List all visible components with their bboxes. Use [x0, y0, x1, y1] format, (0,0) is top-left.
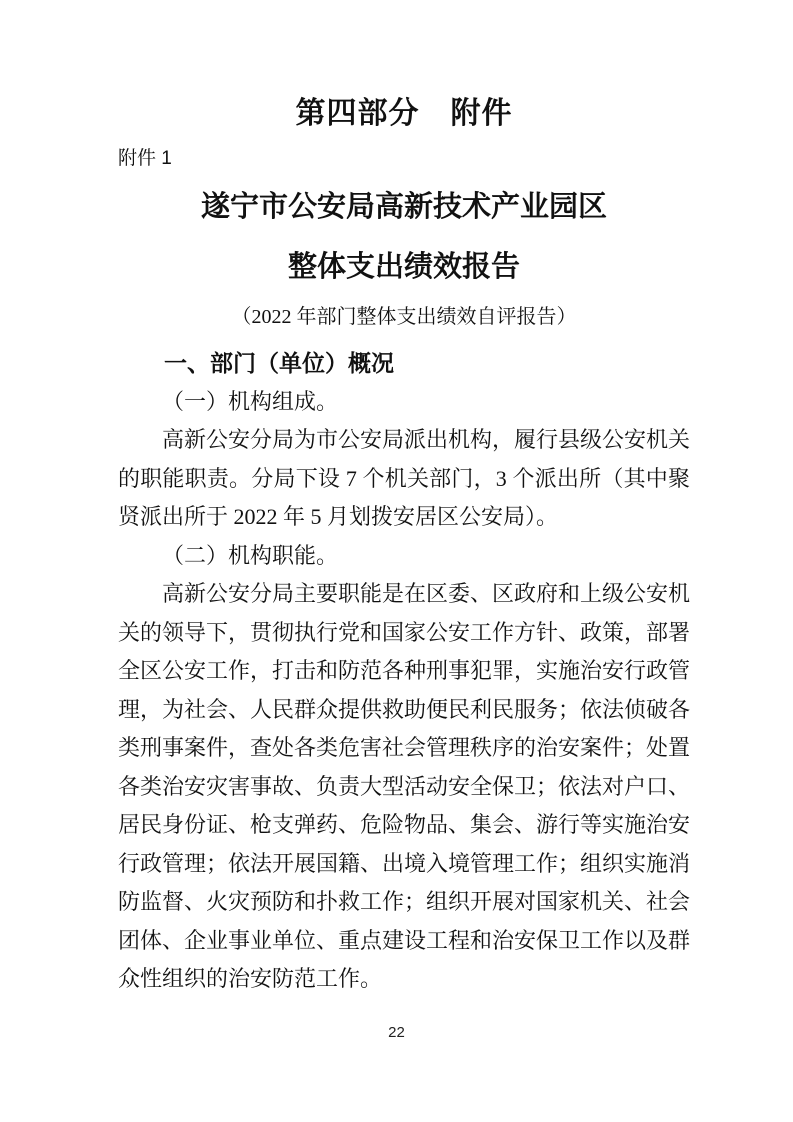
- part-heading: 第四部分 附件: [295, 97, 513, 130]
- report-title-line1: 遂宁市公安局高新技术产业园区: [200, 191, 607, 223]
- report-subtitle: （2022 年部门整体支出绩效自评报告）: [231, 306, 577, 328]
- page-number: 22: [388, 1024, 405, 1041]
- section-heading-department-overview: 一、部门（单位）概况: [164, 350, 394, 376]
- paragraph-organization: 高新公安分局为市公安局派出机构，履行县级公安机关的职能职责。分局下设 7 个机关部门，3 个派出所（其中聚贤派出所于 2022 年 5 月划拨安居区公安局）。: [118, 427, 691, 529]
- attachment-label: 附件 1: [118, 148, 172, 169]
- paragraph-functions: 高新公安分局主要职能是在区委、区政府和上级公安机关的领导下，贯彻执行党和国家公安工作方针、政策，部署全区公安工作，打击和防范各种刑事犯罪，实施治安行政管理，为社会、人民群众提供救助便民利民服务；依法侦破各类刑事案件，查处各类危害社会管理秩序的治安案件；处置各类治安灾害事故、负责大型活动安全保卫；依法对户口、居民身份证、枪支弹药、危险物品、集会、游行等实施治安行政管理；依法开展国籍、出境入境管理工作；组织实施消防监督、火灾预防和扑救工作；组织开展对国家机关、社会团体、企业事业单位、重点建设工程和治安保卫工作以及群众性组织的治安防范工作。: [118, 581, 691, 991]
- subsection-heading-organization: （一）机构组成。: [162, 388, 339, 414]
- subsection-heading-functions: （二）机构职能。: [162, 542, 339, 568]
- report-title-line2: 整体支出绩效报告: [287, 251, 520, 283]
